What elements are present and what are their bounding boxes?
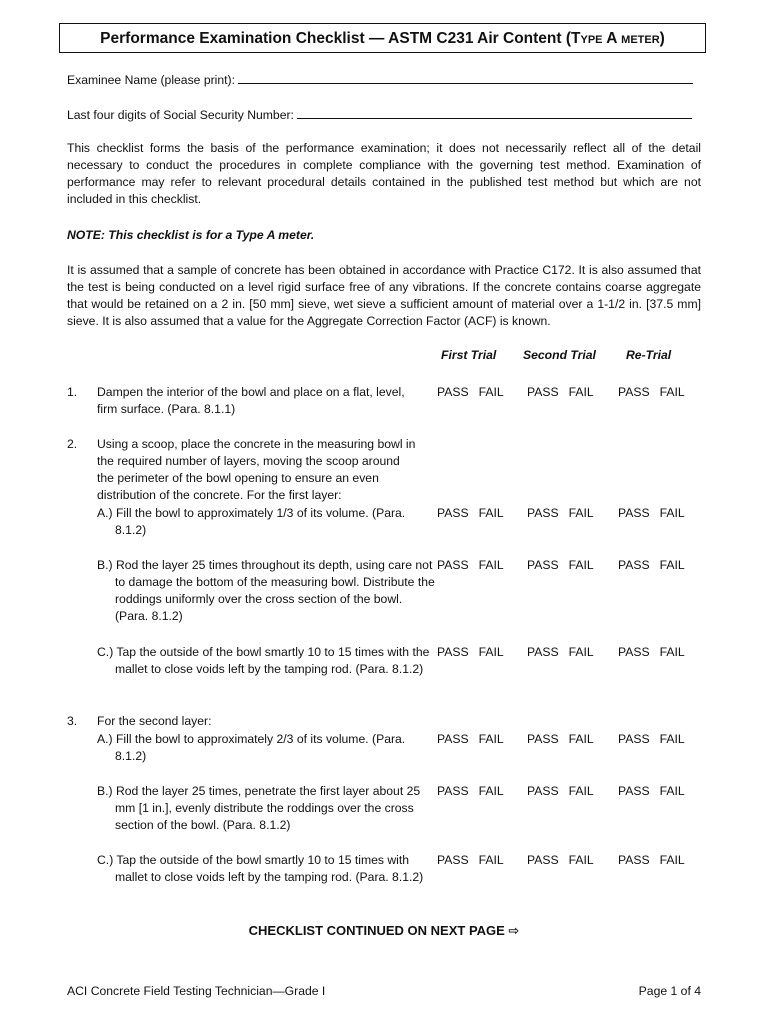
pass-fail-first[interactable]	[437, 557, 504, 574]
ssn-label: Last four digits of Social Security Number:	[67, 108, 294, 122]
pass-option[interactable]: PASS	[527, 506, 559, 520]
pass-option[interactable]: PASS	[437, 732, 469, 746]
pass-option[interactable]: PASS	[618, 853, 650, 867]
pass-fail-second[interactable]	[527, 384, 594, 401]
page-title	[59, 23, 706, 53]
pass-option[interactable]: PASS	[437, 558, 469, 572]
header-re-trial: Re-Trial	[626, 348, 672, 362]
step-number: 2.	[67, 437, 78, 451]
fail-option[interactable]: FAIL	[568, 784, 594, 798]
step-number: 3.	[67, 714, 78, 728]
fail-option[interactable]: FAIL	[478, 784, 504, 798]
fail-option[interactable]: FAIL	[659, 385, 685, 399]
fail-option[interactable]: FAIL	[568, 385, 594, 399]
substep-text: B.) Rod the layer 25 times throughout its depth, using care not to damage the bottom of the measuring bowl. Distribute the roddings uniformly over the cross section of the bowl. (Para. 8.1.2)	[97, 558, 435, 623]
fail-option[interactable]: FAIL	[659, 506, 685, 520]
fail-option[interactable]: FAIL	[478, 385, 504, 399]
continued-notice: CHECKLIST CONTINUED ON NEXT PAGE ⇨	[248, 923, 520, 938]
pass-option[interactable]: PASS	[437, 853, 469, 867]
fail-option[interactable]: FAIL	[478, 645, 504, 659]
pass-fail-first[interactable]	[437, 505, 504, 522]
pass-fail-retrial[interactable]	[618, 783, 685, 800]
fail-option[interactable]: FAIL	[659, 784, 685, 798]
title-close: )	[659, 29, 665, 47]
pass-fail-second[interactable]	[527, 505, 594, 522]
header-second-trial: Second Trial	[523, 348, 596, 362]
pass-fail-second[interactable]	[527, 783, 594, 800]
examinee-name-line[interactable]	[238, 71, 693, 84]
pass-option[interactable]: PASS	[618, 506, 650, 520]
title-main: Performance Examination Checklist — ASTM C231 Air Content (	[100, 29, 572, 47]
pass-option[interactable]: PASS	[527, 853, 559, 867]
substep-text: C.) Tap the outside of the bowl smartly 10 to 15 times with the mallet to close voids left by the tamping rod. (Para. 8.1.2)	[97, 645, 430, 676]
assumption-paragraph: It is assumed that a sample of concrete has been obtained in accordance with Practice C172. It is also assumed that the test is being conducted on a level rigid surface free of any vibrations. If the concrete contains coarse aggregate that would be retained on a 2 in. [50 mm] sieve, wet sieve a sufficient amount of material over a 1-1/2 in. [37.5 mm] sieve. It is also assumed that a value for the Aggregate Correction Factor (ACF) is known.	[67, 263, 701, 328]
pass-fail-second[interactable]	[527, 644, 594, 661]
pass-fail-first[interactable]	[437, 852, 504, 869]
pass-option[interactable]: PASS	[437, 385, 469, 399]
step-number: 1.	[67, 385, 78, 399]
pass-fail-first[interactable]	[437, 731, 504, 748]
pass-fail-retrial[interactable]	[618, 384, 685, 401]
fail-option[interactable]: FAIL	[568, 853, 594, 867]
fail-option[interactable]: FAIL	[659, 853, 685, 867]
intro-paragraph: This checklist forms the basis of the performance examination; it does not necessarily reflect all of the detail necessary to conduct the procedures in complete compliance with the governing test method. Examination of performance may refer to relevant procedural details contained in the published test method but which are not included in this checklist.	[67, 141, 701, 206]
substep-text: B.) Rod the layer 25 times, penetrate the first layer about 25 mm [1 in.], evenly distribute the roddings over the cross section of the bowl. (Para. 8.1.2)	[97, 784, 421, 832]
footer-left: ACI Concrete Field Testing Technician—Grade I	[67, 984, 326, 998]
pass-fail-first[interactable]	[437, 783, 504, 800]
pass-option[interactable]: PASS	[527, 645, 559, 659]
fail-option[interactable]: FAIL	[478, 506, 504, 520]
fail-option[interactable]: FAIL	[659, 645, 685, 659]
examinee-name-field	[67, 71, 693, 89]
step-text: For the second layer:	[97, 714, 212, 728]
pass-option[interactable]: PASS	[527, 558, 559, 572]
pass-fail-retrial[interactable]	[618, 505, 685, 522]
pass-option[interactable]: PASS	[527, 784, 559, 798]
pass-option[interactable]: PASS	[437, 784, 469, 798]
substep-text: A.) Fill the bowl to approximately 2/3 of its volume. (Para. 8.1.2)	[97, 732, 406, 763]
ssn-line[interactable]	[297, 106, 692, 119]
fail-option[interactable]: FAIL	[568, 506, 594, 520]
pass-option[interactable]: PASS	[437, 645, 469, 659]
fail-option[interactable]: FAIL	[478, 853, 504, 867]
note-text: NOTE: This checklist is for a Type A meter.	[67, 228, 315, 242]
pass-fail-retrial[interactable]	[618, 557, 685, 574]
substep-text: A.) Fill the bowl to approximately 1/3 of its volume. (Para. 8.1.2)	[97, 506, 406, 537]
pass-fail-retrial[interactable]	[618, 852, 685, 869]
header-first-trial: First Trial	[441, 348, 497, 362]
ssn-field	[67, 106, 692, 124]
footer-page-number: Page 1 of 4	[638, 984, 701, 998]
pass-fail-second[interactable]	[527, 557, 594, 574]
pass-option[interactable]: PASS	[527, 732, 559, 746]
fail-option[interactable]: FAIL	[568, 558, 594, 572]
fail-option[interactable]: FAIL	[568, 645, 594, 659]
fail-option[interactable]: FAIL	[478, 732, 504, 746]
pass-option[interactable]: PASS	[618, 385, 650, 399]
pass-fail-first[interactable]	[437, 644, 504, 661]
fail-option[interactable]: FAIL	[659, 558, 685, 572]
pass-option[interactable]: PASS	[618, 645, 650, 659]
pass-option[interactable]: PASS	[618, 732, 650, 746]
substep-text: C.) Tap the outside of the bowl smartly 10 to 15 times with mallet to close voids left by the tamping rod. (Para. 8.1.2)	[97, 853, 424, 884]
examinee-name-label: Examinee Name (please print):	[67, 73, 235, 87]
step-text: Dampen the interior of the bowl and place on a flat, level, firm surface. (Para. 8.1.1)	[97, 385, 405, 416]
fail-option[interactable]: FAIL	[659, 732, 685, 746]
pass-fail-retrial[interactable]	[618, 731, 685, 748]
pass-option[interactable]: PASS	[527, 385, 559, 399]
pass-option[interactable]: PASS	[618, 558, 650, 572]
pass-fail-second[interactable]	[527, 852, 594, 869]
fail-option[interactable]: FAIL	[478, 558, 504, 572]
pass-fail-first[interactable]	[437, 384, 504, 401]
title-smallcaps: Type A meter	[571, 29, 660, 47]
pass-option[interactable]: PASS	[437, 506, 469, 520]
fail-option[interactable]: FAIL	[568, 732, 594, 746]
pass-fail-retrial[interactable]	[618, 644, 685, 661]
pass-option[interactable]: PASS	[618, 784, 650, 798]
step-text: Using a scoop, place the concrete in the measuring bowl in the required number of layers, moving the scoop around the perimeter of the bowl opening to ensure an even distribution of the concrete. For the first layer:	[97, 437, 416, 502]
pass-fail-second[interactable]	[527, 731, 594, 748]
